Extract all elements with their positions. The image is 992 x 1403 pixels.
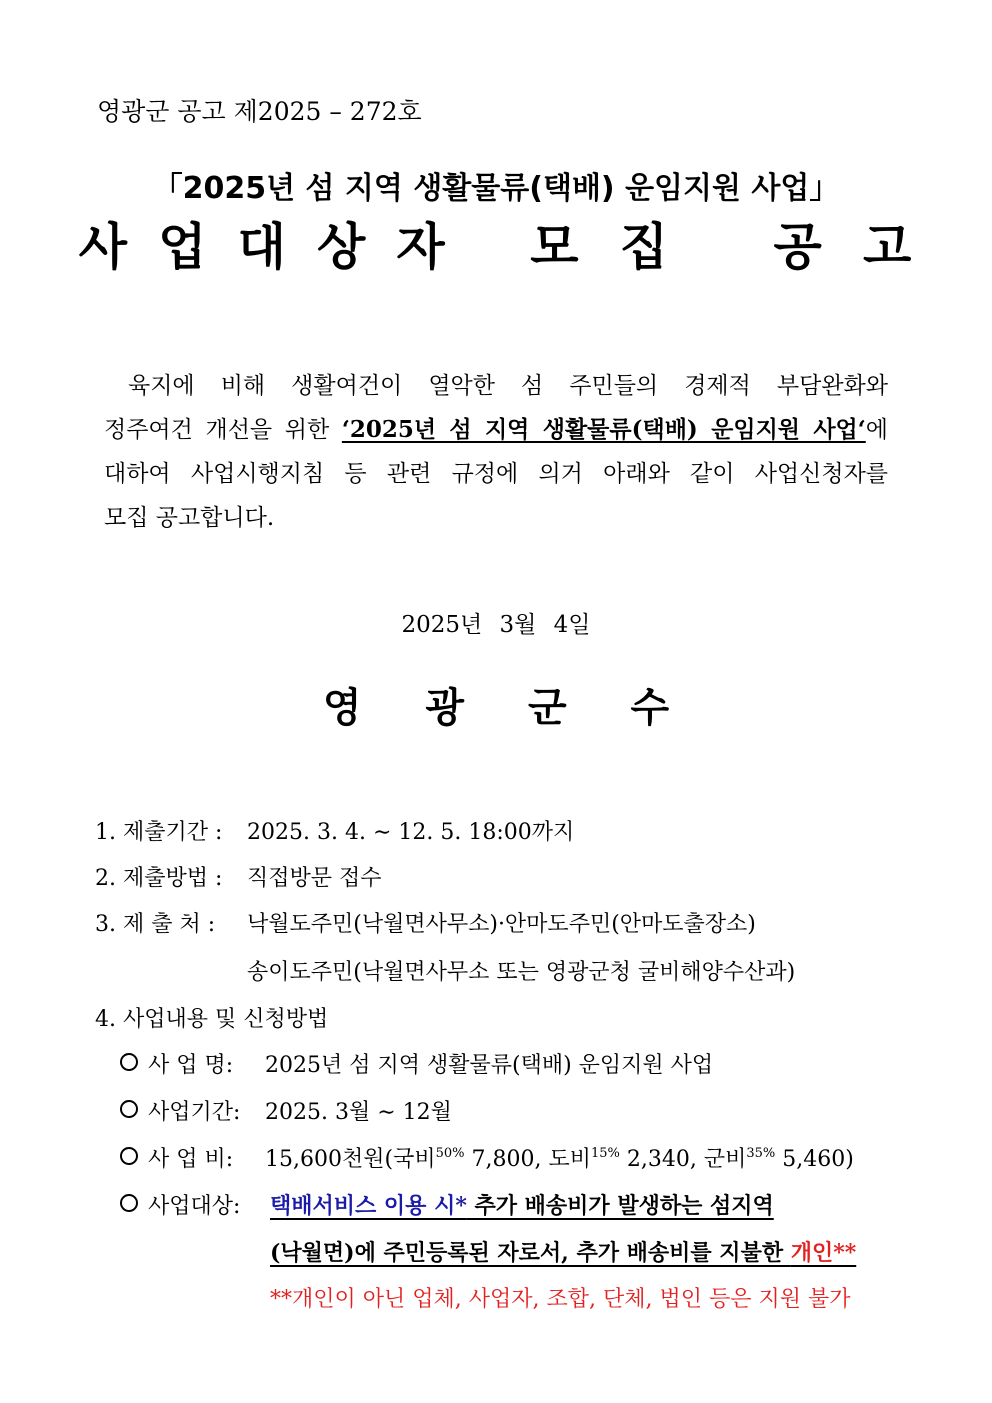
target-line1 — [270, 1189, 774, 1220]
circle-bullet-icon — [120, 1194, 138, 1212]
issuer-char: 광 — [425, 685, 465, 731]
submission-period-label: 1. 제출기간 : — [95, 820, 223, 845]
title-char: 고 — [862, 218, 914, 276]
project-period-value: 2025. 3월 ∼ 12월 — [265, 1100, 452, 1125]
target-line2-text: (낙월면)에 주민등록된 자로서, 추가 배송비를 지불한 — [270, 1240, 791, 1266]
title-line1: 「2025년 섬 지역 생활물류(택배) 운임지원 사업」 — [152, 171, 840, 206]
title-char: 업 — [158, 218, 209, 276]
announcement-date: 2025년 3월 4일 — [401, 612, 591, 638]
intro-text: 정주여건 개선을 위한 — [104, 417, 342, 443]
title-line2 — [0, 207, 992, 279]
budget-row — [120, 1142, 233, 1173]
title-char: 자 — [396, 218, 447, 276]
title-char: 사 — [78, 218, 130, 276]
content-label: 4. 사업내용 및 신청방법 — [95, 1007, 329, 1032]
intro-line: 육지에 비해 생활여건이 열악한 섬 주민들의 경제적 부담완화와 — [128, 373, 888, 399]
intro-project-name: ‘2025년 섬 지역 생활물류(택배) 운임지원 사업‘ — [341, 416, 866, 443]
intro-line — [104, 408, 888, 452]
budget-national: 7,800, 도비 — [464, 1147, 591, 1172]
intro-paragraph — [104, 364, 888, 540]
circle-bullet-icon — [120, 1147, 138, 1165]
title-char: 상 — [317, 218, 368, 276]
issuer-char: 수 — [630, 685, 670, 731]
issuer-char: 영 — [322, 685, 362, 731]
intro-text: 에 — [865, 417, 888, 443]
submission-place-value: 송이도주민(낙월면사무소 또는 영광군청 굴비해양수산과) — [247, 960, 796, 985]
budget-label: 사 업 비: — [148, 1147, 234, 1172]
title-char: 대 — [237, 218, 288, 276]
notice-number: 영광군 공고 제2025 – 272호 — [97, 97, 422, 126]
budget-national-pct: 50% — [435, 1146, 465, 1161]
project-name-value: 2025년 섬 지역 생활물류(택배) 운임지원 사업 — [265, 1053, 714, 1078]
submission-place-value: 낙월도주민(낙월면사무소)·안마도주민(안마도출장소) — [247, 912, 756, 937]
title-char: 집 — [619, 218, 670, 276]
project-name-label: 사 업 명: — [148, 1053, 234, 1078]
budget-county-pct: 35% — [746, 1146, 776, 1161]
target-line1-text: 추가 배송비가 발생하는 섬지역 — [466, 1193, 774, 1219]
target-line2 — [270, 1236, 856, 1267]
intro-line: 모집 공고합니다. — [104, 505, 275, 531]
circle-bullet-icon — [120, 1053, 138, 1071]
submission-method-label: 2. 제출방법 : — [95, 866, 223, 891]
target-individual: 개인** — [790, 1240, 857, 1266]
target-note: **개인이 아닌 업체, 사업자, 조합, 단체, 법인 등은 지원 불가 — [270, 1287, 851, 1312]
title-char: 모 — [530, 218, 581, 276]
submission-period-value: 2025. 3. 4. ∼ 12. 5. 18:00까지 — [247, 820, 575, 845]
project-period-label: 사업기간: — [148, 1100, 241, 1125]
budget-province: 2,340, 군비 — [619, 1147, 747, 1172]
submission-place-label: 3. 제 출 처 : — [95, 912, 216, 937]
budget-total: 15,600천원(국비 — [265, 1147, 436, 1172]
issuer-char: 군 — [527, 685, 567, 731]
submission-method-value: 직접방문 접수 — [247, 866, 382, 891]
target-delivery-service: 택배서비스 이용 시* — [270, 1193, 467, 1219]
budget-province-pct: 15% — [590, 1146, 620, 1161]
budget-value — [265, 1142, 854, 1173]
budget-county: 5,460) — [775, 1147, 854, 1172]
issuer — [0, 676, 992, 733]
project-period-row — [120, 1095, 240, 1126]
target-row — [120, 1189, 240, 1220]
target-label: 사업대상: — [148, 1194, 241, 1219]
project-name-row — [120, 1048, 233, 1079]
intro-line: 대하여 사업시행지침 등 관련 규정에 의거 아래와 같이 사업신청자를 — [104, 461, 888, 487]
title-char: 공 — [773, 218, 824, 276]
circle-bullet-icon — [120, 1100, 138, 1118]
